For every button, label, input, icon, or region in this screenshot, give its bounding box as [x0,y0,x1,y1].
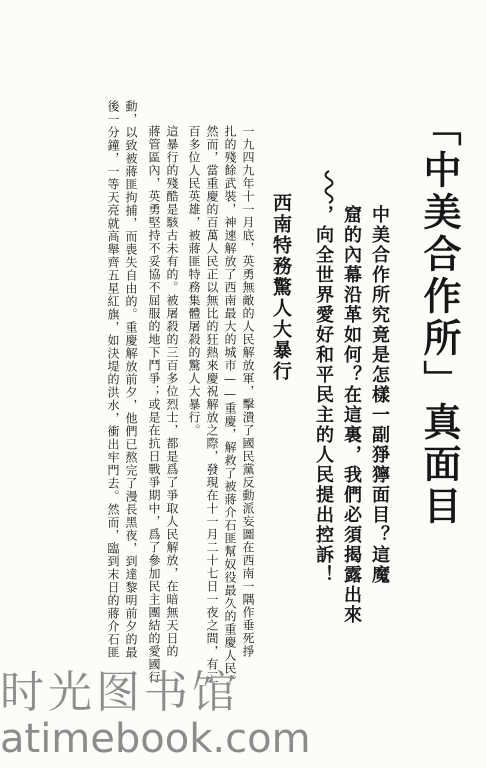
body-column: 後一分鐘，一等天亮就高舉齊五星紅旗，如決堤的洪水，衝出牢門去。然而，臨到末日的蔣介石匪 [106,100,120,659]
watermark-url: atimebook.com [0,716,311,762]
body-column: 然而，當重慶的百萬人民正以無比的狂熱來慶祝解放之際，發現在十一月二十七日一夜之間，有三 [205,125,219,684]
body-column: 蔣管區內，英勇堅持不妥協不屈服的地下鬥爭；或是在抗日戰爭期中，爲了參加民主團結的愛國行 [147,125,161,684]
watermark-chinese: 时光图书馆 [0,667,240,718]
page-title: 「中美合作所」真面目 [417,108,462,528]
body-column: 百多位人民英雄，被蔣匪特務集體屠殺的驚人大暴行。 [187,125,201,437]
intro-line-3: ，向全世界愛好和平民主的人民提出控訴！ [313,205,334,585]
section-subtitle: 西南特務驚人大暴行 [270,193,292,382]
body-column: 這暴行的殘酷是駭古未有的。被屠殺的三百多位烈士，都是爲了爭取人民解放，在暗無天日的 [165,125,179,658]
intro-line-1: 中美合作所究竟是怎樣一副猙獰面目？這魔 [369,205,390,585]
body-column: 一九四九年十一月底，英勇無敵的人民解放軍，擊潰了國民黨反動派妄圖在西南一隅作垂死掙 [241,125,255,658]
body-column: 扎的殘餘武裝，神速解放了西南最大的城市——重慶，解救了被蔣介石匪幫奴役最久的重慶人民。 [223,125,237,688]
wavy-ornament [319,170,339,204]
body-column: 動，以致被蔣匪拘捕，而喪失自由的。重慶解放前夕，他們已熬完了漫長黑夜，到達黎明前夕的最 [124,100,138,659]
intro-line-2: 窟的內幕沿革如何？在這裏，我們必須揭露出來 [341,205,362,625]
